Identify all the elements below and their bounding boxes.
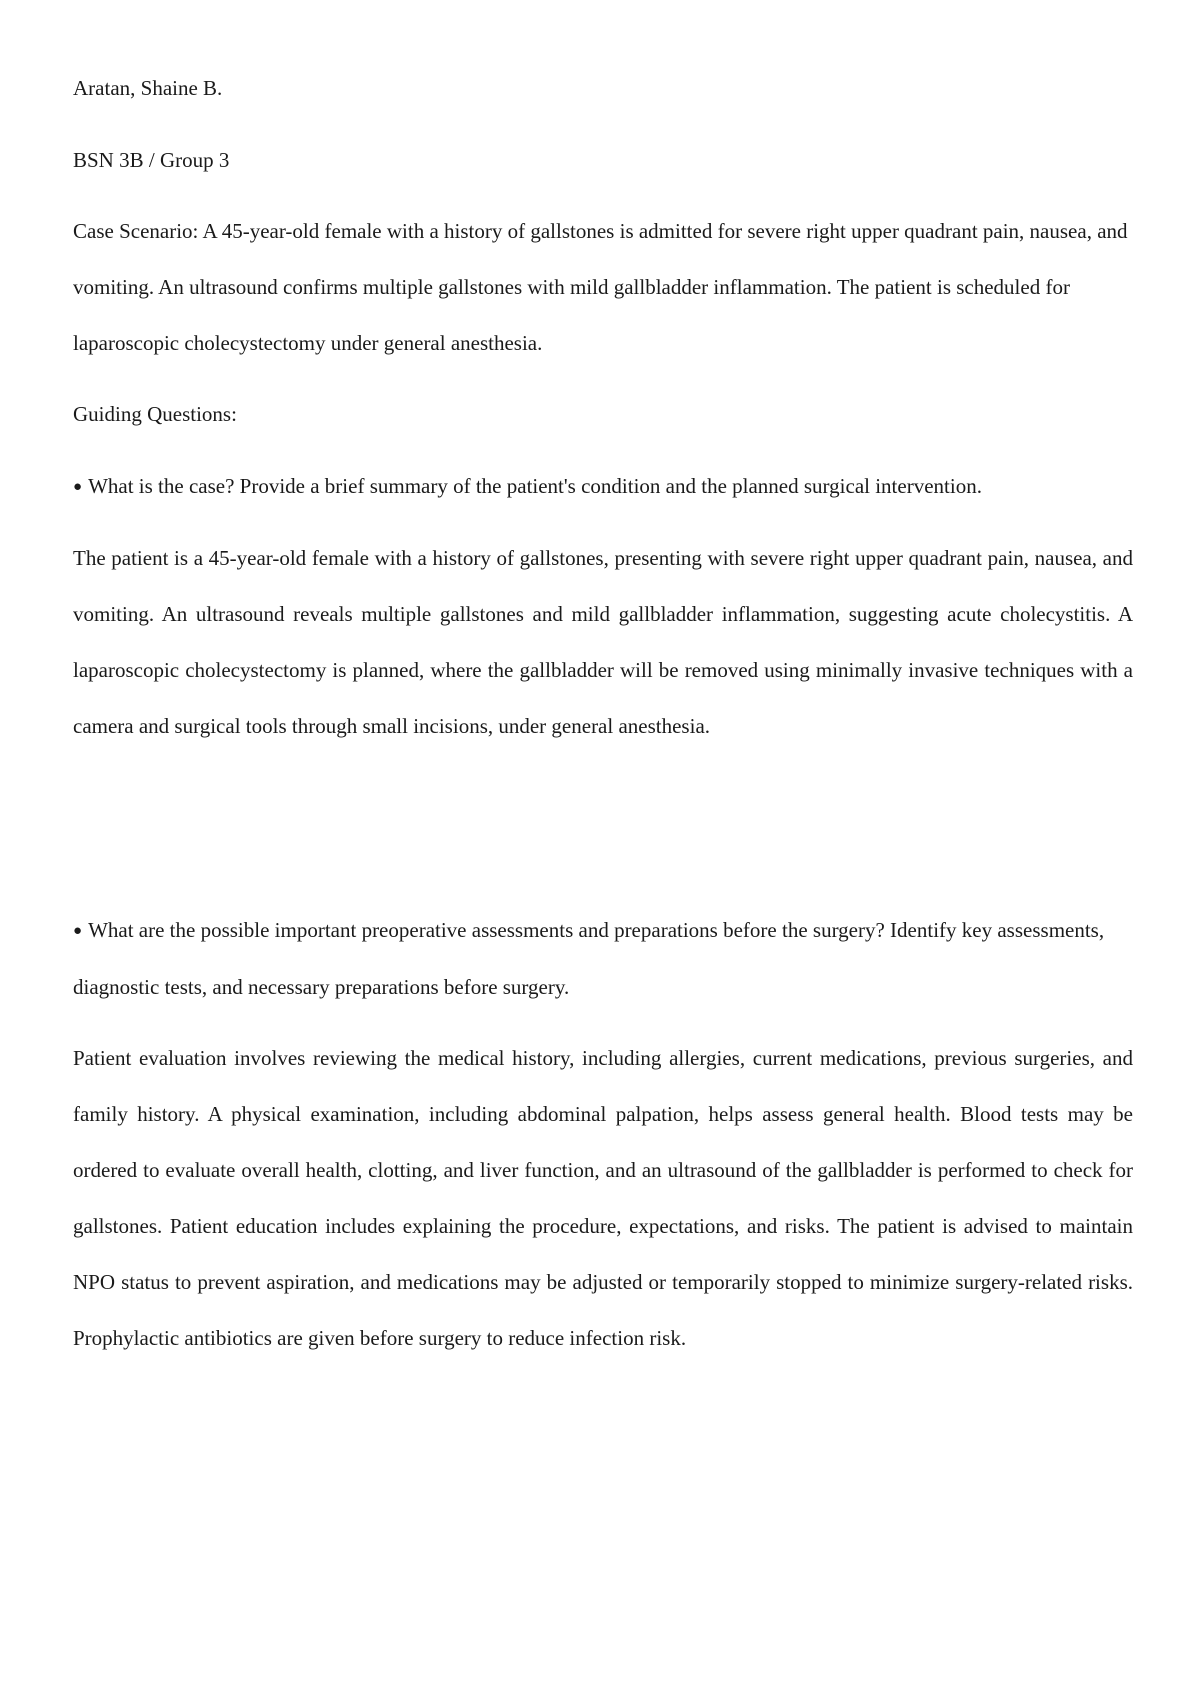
question-1 — [73, 458, 1133, 515]
question-2-text: What are the possible important preoperative assessments and preparations before the surgery? Identify key assessments, diagnostic tests, and necessary preparations before surgery. — [73, 918, 1105, 999]
answer-2: Patient evaluation involves reviewing the medical history, including allergies, current medications, previous surgeries, and family history. A physical examination, including abdominal palpation, helps assess general health. Blood tests may be ordered to evaluate overall health, clotting, and liver function, and an ultrasound of the gallbladder is performed to check for gallstones. Patient education includes explaining the procedure, expectations, and risks. The patient is advised to maintain NPO status to prevent aspiration, and medications may be adjusted or temporarily stopped to minimize surgery-related risks. Prophylactic antibiotics are given before surgery to reduce infection risk. — [73, 1046, 1133, 1350]
bullet-icon: ● — [73, 923, 83, 939]
answer-1: The patient is a 45-year-old female with a history of gallstones, presenting with severe right upper quadrant pain, nausea, and vomiting. An ultrasound reveals multiple gallstones and mild gallbladder inflammation, suggesting acute cholecystitis. A laparoscopic cholecystectomy is planned, where the gallbladder will be removed using minimally invasive techniques with a camera and surgical tools through small incisions, under general anesthesia. — [73, 546, 1133, 738]
student-name: Aratan, Shaine B. — [73, 76, 223, 100]
section-group: BSN 3B / Group 3 — [73, 148, 230, 172]
bullet-icon: ● — [73, 479, 83, 495]
question-2 — [73, 902, 1133, 1015]
question-1-text: What is the case? Provide a brief summary of the patient's condition and the planned surgical intervention. — [88, 474, 982, 498]
guiding-questions-heading: Guiding Questions: — [73, 402, 237, 426]
case-scenario: Case Scenario: A 45-year-old female with a history of gallstones is admitted for severe right upper quadrant pain, nausea, and vomiting. An ultrasound confirms multiple gallstones with mild gallbladder inflammation. The patient is scheduled for laparoscopic cholecystectomy under general anesthesia. — [73, 219, 1128, 355]
